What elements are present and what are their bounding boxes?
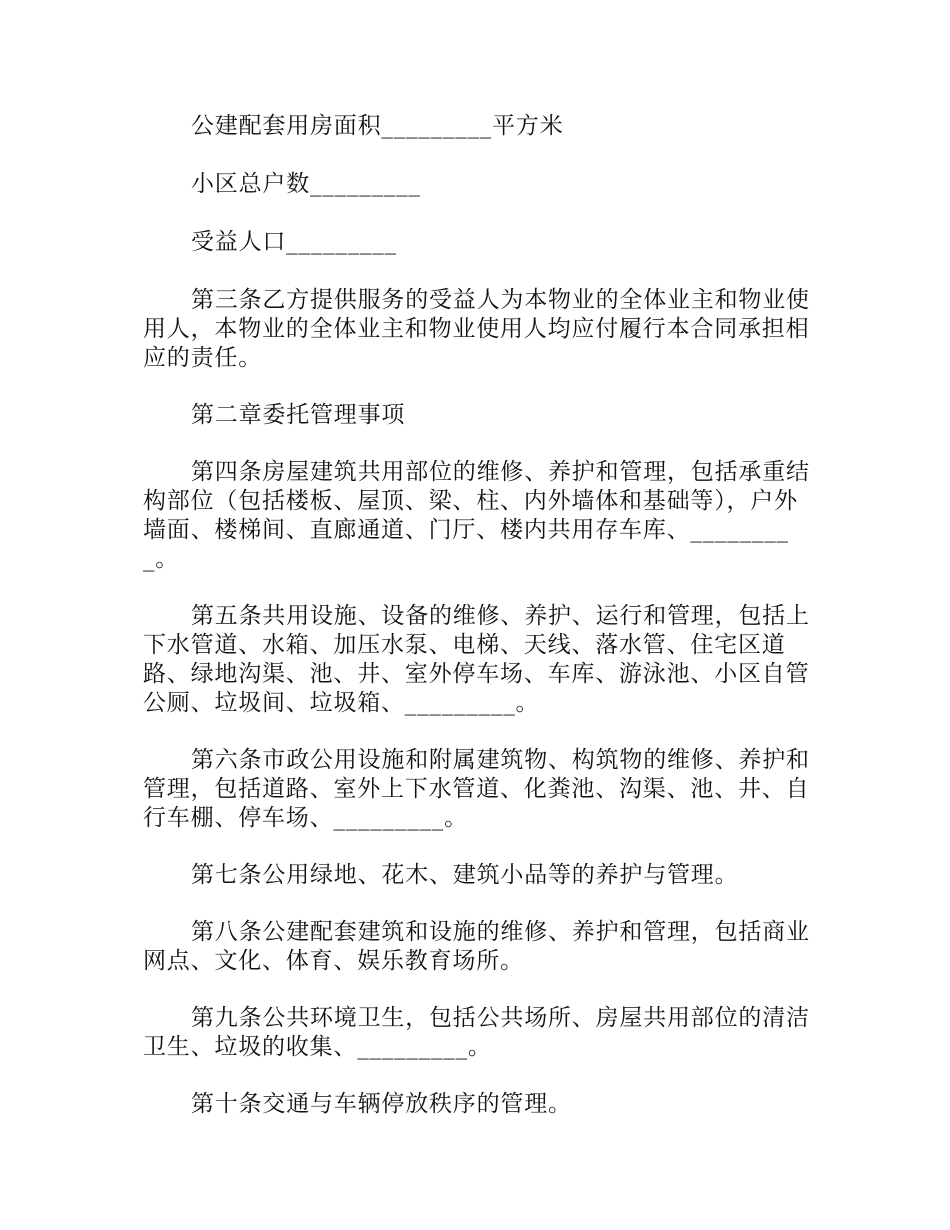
- paragraph-article-7: 第七条公用绿地、花木、建筑小品等的养护与管理。: [191, 862, 739, 888]
- paragraph-public-facility-area: 公建配套用房面积_________平方米: [191, 113, 564, 139]
- paragraph-article-5: 第五条共用设施、设备的维修、养护、运行和管理，包括上下水管道、水箱、加压水泵、电梯、天线、落水管、住宅区道路、绿地沟渠、池、井、室外停车场、车库、游泳池、小区自管公厕、垃圾间、垃圾箱、_________。: [143, 603, 810, 716]
- chapter-heading-2: 第二章委托管理事项: [191, 402, 406, 428]
- paragraph-article-6: 第六条市政公用设施和附属建筑物、构筑物的维修、养护和管理，包括道路、室外上下水管道、化粪池、沟渠、池、井、自行车棚、停车场、_________。: [143, 747, 810, 831]
- paragraph-beneficiary-population: 受益人口_________: [191, 229, 397, 255]
- document-body: [143, 112, 815, 1147]
- paragraph-article-4: 第四条房屋建筑共用部位的维修、养护和管理，包括承重结构部位（包括楼板、屋顶、梁、柱、内外墙体和基础等），户外墙面、楼梯间、直廊通道、门厅、楼内共用存车库、_________。: [143, 459, 810, 572]
- paragraph-total-households: 小区总户数_________: [191, 171, 421, 197]
- paragraph-article-8: 第八条公建配套建筑和设施的维修、养护和管理，包括商业网点、文化、体育、娱乐教育场所。: [143, 919, 810, 974]
- paragraph-article-3: 第三条乙方提供服务的受益人为本物业的全体业主和物业使用人，本物业的全体业主和物业使用人均应付履行本合同承担相应的责任。: [143, 287, 810, 371]
- paragraph-article-9: 第九条公共环境卫生，包括公共场所、房屋共用部位的清洁卫生、垃圾的收集、_________。: [143, 1005, 810, 1060]
- paragraph-article-10: 第十条交通与车辆停放秩序的管理。: [191, 1091, 572, 1117]
